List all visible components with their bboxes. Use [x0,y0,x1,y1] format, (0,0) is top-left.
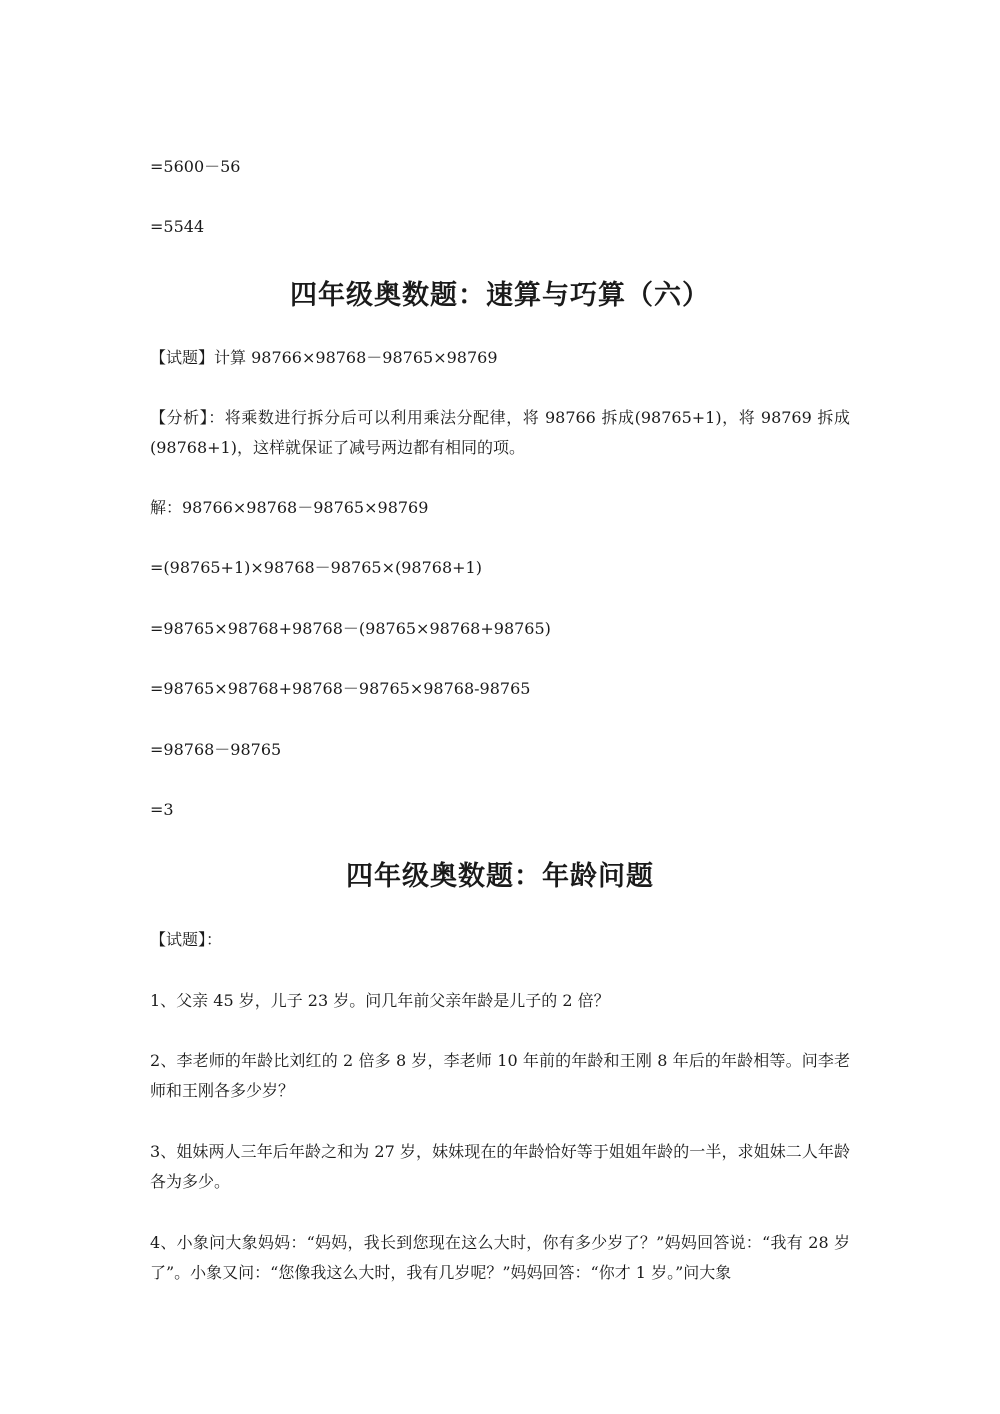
solution-step: =5544 [150,217,205,236]
solution-step: =98768－98765 [150,740,282,759]
problem-item: 4、小象问大象妈妈：“妈妈，我长到您现在这么大时，你有多少岁了？”妈妈回答说：“我有 28 岁了”。小象又问：“您像我这么大时，我有几岁呢？”妈妈回答：“你才 1 岁。”问大象 [150,1233,850,1282]
solution-step: =98765×98768+98768－98765×98768-98765 [150,679,531,698]
solution-step: =(98765+1)×98768－98765×(98768+1) [150,558,482,577]
solution-step: =3 [150,800,174,819]
problem-item: 3、姐妹两人三年后年龄之和为 27 岁，妹妹现在的年龄恰好等于姐姐年龄的一半，求姐妹二人年龄各为多少。 [150,1142,850,1191]
section-heading: 四年级奥数题：年龄问题 [346,861,654,892]
analysis-paragraph: 【分析】：将乘数进行拆分后可以利用乘法分配律，将 98766 拆成(98765+1)，将 98769 拆成(98768+1)，这样就保证了减号两边都有相同的项。 [150,408,850,457]
problem-item: 1、父亲 45 岁，儿子 23 岁。问几年前父亲年龄是儿子的 2 倍？ [150,991,610,1010]
section-heading: 四年级奥数题：速算与巧算（六） [290,280,710,311]
solution-step: =98765×98768+98768－(98765×98768+98765) [150,619,551,638]
solution-step: =5600－56 [150,157,241,176]
question-label: 【试题】： [150,930,223,949]
problem-item: 2、李老师的年龄比刘红的 2 倍多 8 岁，李老师 10 年前的年龄和王刚 8 年后的年龄相等。问李老师和王刚各多少岁？ [150,1051,850,1100]
solution-intro: 解：98766×98768－98765×98769 [150,498,429,517]
question-text: 【试题】计算 98766×98768－98765×98769 [150,348,498,367]
